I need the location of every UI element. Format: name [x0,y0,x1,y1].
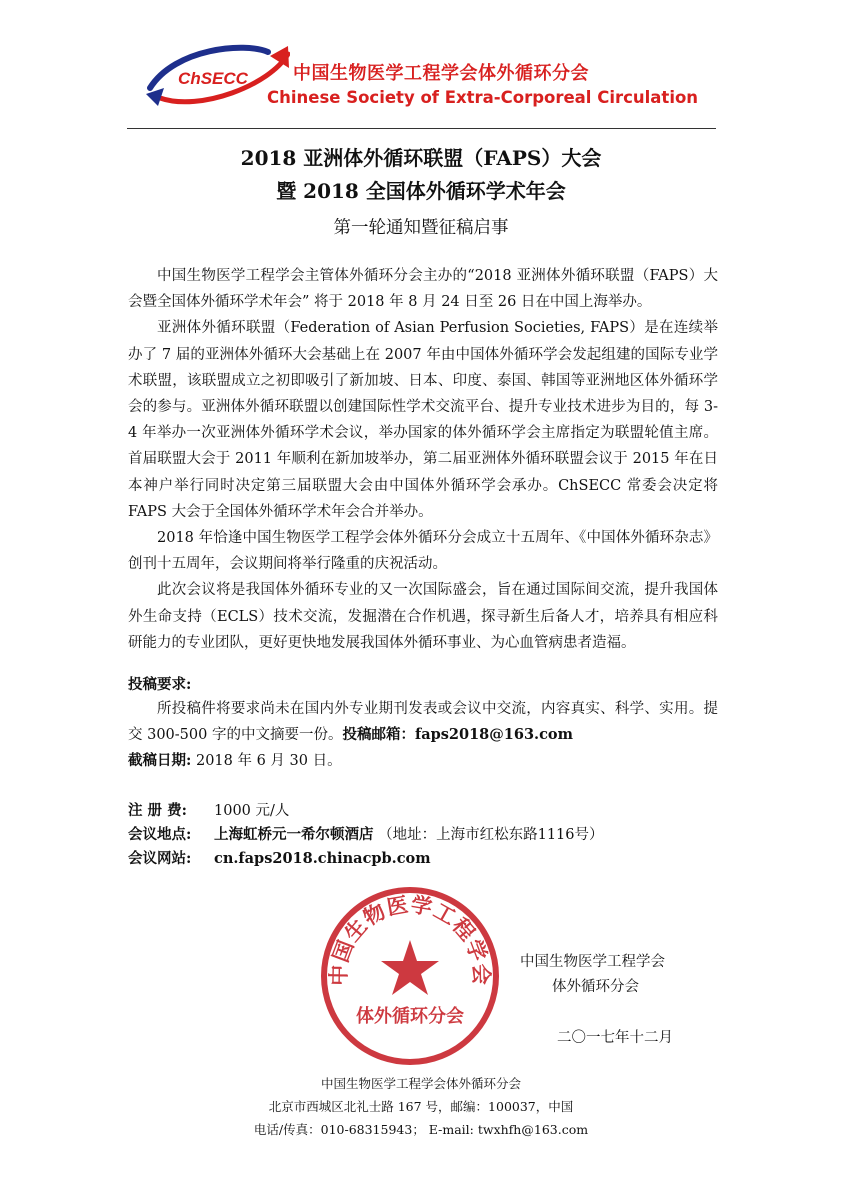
seal-star-icon [381,940,439,995]
logo-text: ChSECC [178,69,248,88]
submission-requirements [128,696,718,748]
paragraph-announcement: 中国生物医学工程学会主管体外循环分会主办的“2018 亚洲体外循环联盟（FAPS）大会暨全国体外循环学术年会” 将于 2018 年 8 月 24 日至 26 日在中国上海举办。 [128,268,718,311]
body-text [128,263,718,656]
submission-email[interactable]: faps2018@163.com [414,726,573,744]
footer-contact: 电话/传真：010-68315943； E-mail: twxhfh@163.com [253,1122,589,1137]
website-label: 会议网站: [128,850,192,867]
signature-date: 二〇一七年十二月 [557,1030,673,1046]
signature-org-line2: 体外循环分会 [552,979,639,995]
footer-address: 北京市西城区北礼士路 167 号，邮编：100037，中国 [268,1099,574,1114]
venue-name: 上海虹桥元一希尔顿酒店 [214,826,374,843]
website-url[interactable]: cn.faps2018.chinacpb.com [214,850,431,867]
document-title-line2: 暨 2018 全国体外循环学术年会 [276,179,566,203]
venue-label: 会议地点: [128,826,192,843]
document-subtitle: 第一轮通知暨征稿启事 [333,218,509,238]
venue-line [128,822,604,848]
svg-text:体外循环分会: 体外循环分会 [356,1006,464,1027]
paragraph-anniversary: 2018 年恰逢中国生物医学工程学会体外循环分会成立十五周年、《中国体外循环杂志》创刊十五周年，会议期间将举行隆重的庆祝活动。 [128,530,718,573]
website-line [128,846,431,872]
org-name-en: Chinese Society of Extra-Corporeal Circulation [267,88,699,107]
submission-text: 所投稿件将要求尚未在国内外专业期刊发表或会议中交流，内容真实、科学、实用。提交 300-500 字的中文摘要一份。 [128,701,718,744]
deadline-line [128,748,342,774]
signature-org-line1: 中国生物医学工程学会 [520,954,665,970]
svg-text:中国生物医学工程学会: 中国生物医学工程学会 [326,892,494,987]
fee-line [128,798,289,824]
venue-address: （地址：上海市红松东路1116号） [378,827,604,843]
deadline-value: 2018 年 6 月 30 日。 [195,753,342,769]
document-title-line1: 2018 亚洲体外循环联盟（FAPS）大会 [240,146,602,170]
paragraph-purpose: 此次会议将是我国体外循环专业的又一次国际盛会，旨在通过国际间交流，提升我国体外生命支持（ECLS）技术交流，发掘潜在合作机遇，探寻新生后备人才，培养具有相应科研能力的专业团队，更好更快地发展我国体外循环事业、为心血管病患者造福。 [128,582,718,651]
footer-org: 中国生物医学工程学会体外循环分会 [320,1076,521,1091]
fee-value: 1000 元/人 [214,803,290,819]
org-name-cn: 中国生物医学工程学会体外循环分会 [293,63,589,84]
submission-heading: 投稿要求: [128,676,192,693]
deadline-label: 截稿日期: [128,752,192,769]
paragraph-faps-intro: 亚洲体外循环联盟（Federation of Asian Perfusion Societies, FAPS）是在连续举办了 7 届的亚洲体外循环大会基础上在 2007 年由中国体外循环学会发起组建的国际专业学术联盟，该联盟成立之初即吸引了新加坡、日本、印度、泰国、韩国等亚洲地区体外循环学会的参与。亚洲体外循环联盟以创建国际性学术交流平台、提升专业技术进步为目的，每 3-4 年举办一次亚洲体外循环学术会议，举办国家的体外循环学会主席指定为联盟轮值主席。首届联盟大会于 2011 年顺利在新加坡举办，第二届亚洲体外循环联盟会议于 2015 年在日本神户举行同时决定第三届联盟大会由中国体外循环学会承办。ChSECC 常委会决定将 FAPS 大会于全国体外循环学术年会合并举办。 [128,320,718,520]
submission-email-label: 投稿邮箱： [342,726,415,744]
official-seal [318,884,502,1068]
fee-label: 注 册 费: [128,802,187,819]
header-divider [127,128,716,129]
